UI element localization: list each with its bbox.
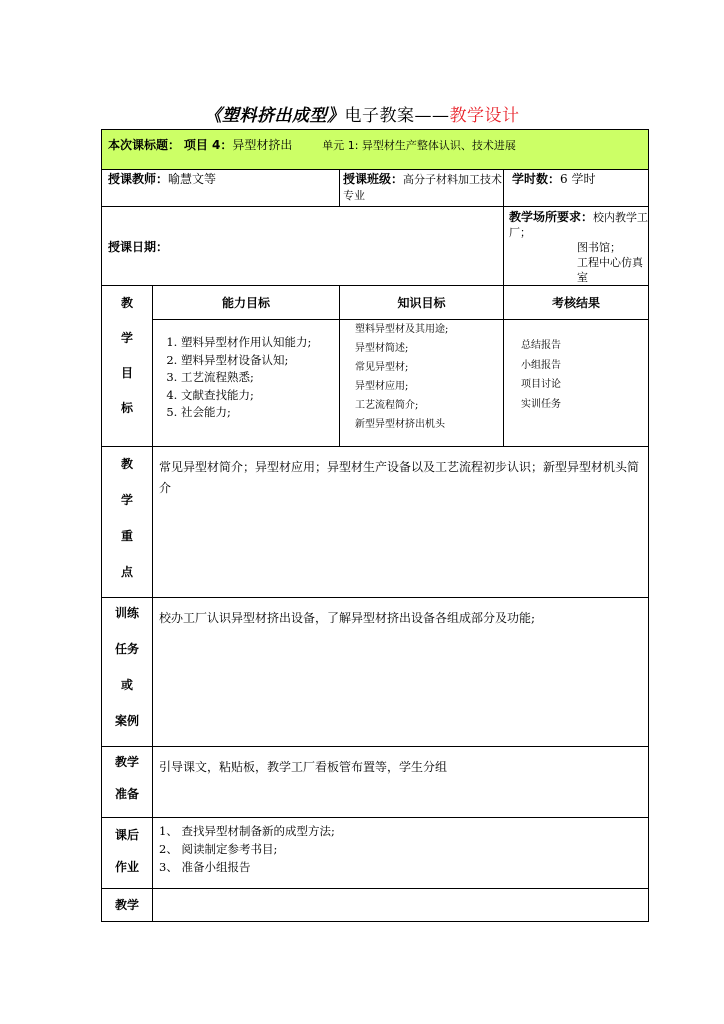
key-points-content: 常见异型材简介；异型材应用；异型材生产设备以及工艺流程初步认识；新型异型材机头简介: [153, 447, 649, 598]
last-row-label: 教学: [102, 889, 153, 922]
class-label: 授课班级：: [343, 172, 404, 186]
venue-item-2: 图书馆；: [577, 241, 621, 254]
objectives-label: 教 学 目 标: [102, 286, 153, 447]
class-cell: [340, 170, 504, 207]
list-item: 4. 文献查找能力;: [181, 387, 339, 405]
teacher-cell: [102, 170, 340, 207]
list-item: 新型异型材挤出机头: [355, 419, 445, 431]
list-item: 1、 查找异型材制备新的成型方法;: [159, 824, 335, 838]
hours-cell: [504, 170, 649, 207]
list-item: 2、 阅读制定参考书目;: [159, 842, 278, 856]
list-item: 常见异型材;: [355, 362, 409, 374]
list-item: 小组报告: [521, 359, 561, 371]
date-cell: [102, 207, 504, 286]
date-label: 授课日期：: [108, 239, 169, 254]
lesson-header: [102, 130, 649, 170]
homework-content: [153, 818, 649, 889]
venue-item-1: 校内教学工厂；: [509, 211, 649, 239]
list-item: 3、 准备小组报告: [159, 860, 251, 874]
topic-label: 本次课标题：: [108, 138, 181, 152]
list-item: 总结报告: [521, 340, 561, 352]
knowledge-list: [340, 320, 504, 447]
title-middle: 电子教案——: [344, 106, 450, 126]
training-label: 训练 任务 或 案例: [102, 598, 153, 747]
hours-label: 学时数：: [512, 172, 561, 186]
teacher-value: 喻慧文等: [168, 172, 217, 186]
list-item: 实训任务: [521, 398, 561, 410]
document-title: [0, 101, 724, 126]
ability-header: 能力目标: [153, 286, 340, 320]
ability-list: [153, 320, 340, 447]
list-item: 项目讨论: [521, 379, 561, 391]
venue-label: 教学场所要求：: [509, 210, 594, 224]
unit-title: 单元 1: 异型材生产整体认识、技术进展: [322, 139, 516, 152]
project-name: 异型材挤出: [232, 138, 293, 152]
hours-value: 6 学时: [560, 172, 596, 186]
list-item: 异型材应用;: [355, 381, 409, 393]
list-item: 异型材简述;: [355, 343, 409, 355]
list-item: 3. 工艺流程熟悉;: [181, 369, 339, 387]
list-item: 5. 社会能力;: [181, 404, 339, 422]
list-item: 2. 塑料异型材设备认知;: [181, 352, 339, 370]
preparation-label: 教学 准备: [102, 747, 153, 818]
list-item: 1. 塑料异型材作用认知能力;: [181, 334, 339, 352]
lesson-plan-table: [101, 129, 649, 922]
venue-cell: [504, 207, 649, 286]
project-label: 项目 4：: [183, 138, 233, 152]
teacher-label: 授课教师：: [108, 172, 169, 186]
title-highlight: 教学设计: [449, 106, 520, 126]
class-value: 高分子材料加工技术专业: [343, 173, 503, 202]
preparation-content: 引导课文，粘贴板，教学工厂看板管布置等，学生分组: [153, 747, 649, 818]
knowledge-header: 知识目标: [340, 286, 504, 320]
book-title: 《塑料挤出成型》: [204, 106, 345, 126]
venue-item-3: 工程中心仿真室: [577, 256, 643, 284]
list-item: 塑料异型材及其用途;: [355, 324, 449, 336]
list-item: 工艺流程简介;: [355, 400, 419, 412]
assessment-list: [504, 320, 649, 447]
key-points-label: 教 学 重 点: [102, 447, 153, 598]
training-content: 校办工厂认识异型材挤出设备，了解异型材挤出设备各组成部分及功能;: [153, 598, 649, 747]
last-row-content: [153, 889, 649, 922]
homework-label: 课后 作业: [102, 818, 153, 889]
assessment-header: 考核结果: [504, 286, 649, 320]
